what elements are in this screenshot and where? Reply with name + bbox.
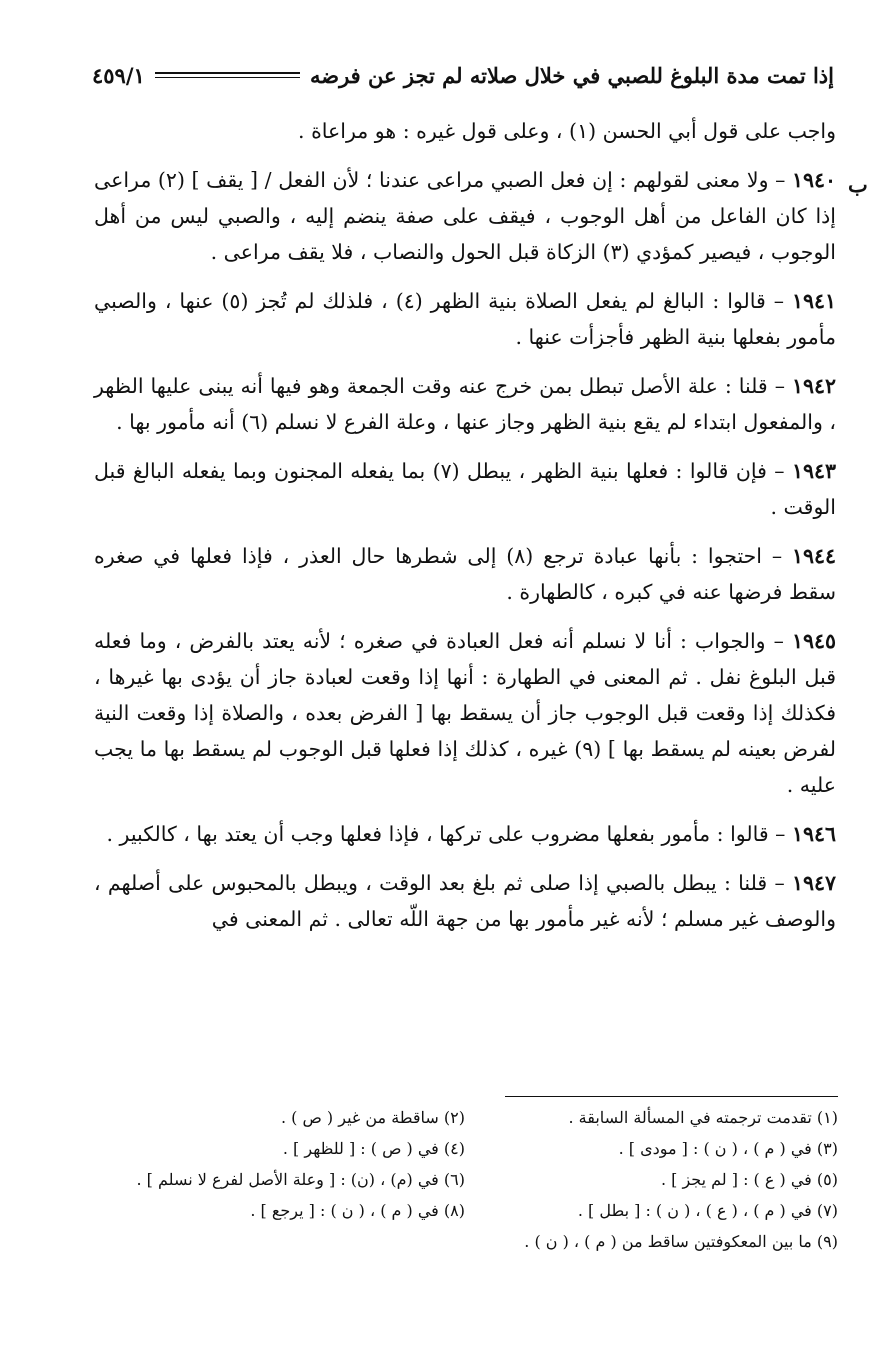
main-text [94, 113, 836, 950]
paragraph [94, 368, 836, 440]
paragraph-text: – قالوا : مأمور بفعلها مضروب على تركها ، فإذا فعلها وجب أن يعتد بها ، كالكبير . [106, 822, 792, 846]
footnote-row [92, 1164, 838, 1195]
footnote-row [92, 1195, 838, 1226]
issue-number: ١٩٤٠ [791, 168, 836, 192]
paragraph [94, 453, 836, 525]
header-title: إذا تمت مدة البلوغ للصبي في خلال صلاته لم تجز عن فرضه [310, 62, 834, 88]
footnote: (٢) ساقطة من غير ( ص ) . [280, 1108, 465, 1127]
issue-number: ١٩٤٢ [791, 374, 836, 398]
page-number: ٤٥٩/١ [92, 62, 145, 88]
footnote: (٤) في ( ص ) : [ للظهر ] . [282, 1139, 465, 1158]
paragraph-text: واجب على قول أبي الحسن (١) ، وعلى قول غيره : هو مراعاة . [298, 119, 836, 143]
footnote: (٥) في ( ع ) : [ لم يجز ] . [660, 1170, 838, 1189]
paragraph-text: – احتجوا : بأنها عبادة ترجع (٨) إلى شطرها حال العذر ، فإذا فعلها في صغره سقط فرضها عنه في كبره ، كالطهارة . [94, 544, 836, 604]
paragraph [94, 865, 836, 937]
footnote [92, 1226, 465, 1257]
footnote: (٧) في ( م ) ، ( ع ) ، ( ن ) : [ بطل ] . [577, 1201, 838, 1220]
paragraph [94, 283, 836, 355]
issue-number: ١٩٤١ [791, 289, 837, 313]
footnote-row [92, 1133, 838, 1164]
issue-number: ١٩٤٧ [791, 871, 836, 895]
footnote: (٩) ما بين المعكوفتين ساقط من ( م ) ، ( ن ) . [524, 1232, 838, 1251]
footnote-row [92, 1226, 838, 1257]
footnotes [92, 1102, 838, 1257]
margin-folio-mark: ب [848, 172, 868, 197]
footnote: (٣) في ( م ) ، ( ن ) : [ مودى ] . [618, 1139, 838, 1158]
paragraph-text: – قلنا : علة الأصل تبطل بمن خرج عنه وقت الجمعة وهو فيها أنه يبنى عليها الظهر ، والمفعول ابتداء لم يقع بنية الظهر وجاز عنها ، وعلة الفرع لا نسلم (٦) أنه مأمور بها . [94, 374, 836, 434]
header-rule [155, 72, 300, 78]
issue-number: ١٩٤٤ [791, 544, 837, 568]
paragraph [94, 816, 836, 852]
issue-number: ١٩٤٥ [791, 629, 836, 653]
issue-number: ١٩٤٣ [791, 459, 836, 483]
paragraph-text: – ولا معنى لقولهم : إن فعل الصبي مراعى عندنا ؛ لأن الفعل / [ يقف ] (٢) مراعى إذا كان الفاعل من أهل الوجوب ، فيقف على صفة ينضم إليه ، والصبي ليس من أهل الوجوب ، فيصير كمؤدي (٣) الزكاة قبل الحول والنصاب ، فلا يقف مراعى . [94, 168, 836, 264]
paragraph [94, 623, 836, 803]
running-header [92, 58, 834, 92]
footnote: (٦) في (م) ، (ن) : [ وعلة الأصل لفرع لا نسلم ] . [136, 1170, 465, 1189]
paragraph-text: – قلنا : يبطل بالصبي إذا صلى ثم بلغ بعد الوقت ، ويبطل بالمحبوس على أصلهم ، والوصف غير مسلم ؛ لأنه غير مأمور بها من جهة اللّه تعالى . ثم المعنى في [94, 871, 836, 931]
footnote-row [92, 1102, 838, 1133]
paragraph [94, 538, 836, 610]
footnote: (٨) في ( م ) ، ( ن ) : [ يرجع ] . [250, 1201, 465, 1220]
footnote: (١) تقدمت ترجمته في المسألة السابقة . [568, 1108, 838, 1127]
paragraph-text: – فإن قالوا : فعلها بنية الظهر ، يبطل (٧) بما يفعله المجنون وبما يفعله البالغ قبل الوقت . [94, 459, 836, 519]
paragraph-text: – قالوا : البالغ لم يفعل الصلاة بنية الظهر (٤) ، فلذلك لم تُجز (٥) عنها ، والصبي مأمور بفعلها بنية الظهر فأجزأت عنها . [94, 289, 836, 349]
paragraph [94, 113, 836, 149]
issue-number: ١٩٤٦ [791, 822, 836, 846]
paragraph [94, 162, 836, 270]
paragraph-text: – والجواب : أنا لا نسلم أنه فعل العبادة في صغره ؛ لأنه يعتد بالفرض ، وما فعله قبل البلوغ نفل . ثم المعنى في الطهارة : أنها إذا وقعت لعبادة جاز أن يؤدى بها غيرها ، فكذلك إذا وقعت قبل الوجوب جاز أن يسقط بها [ الفرض بعده ، والصلاة إذا وقعت النية لفرض بعينه لم يسقط بها ] (٩) غيره ، كذلك إذا فعلها قبل الوجوب لم يسقط بها ما يجب عليه . [94, 629, 836, 797]
footnote-separator [505, 1096, 838, 1097]
